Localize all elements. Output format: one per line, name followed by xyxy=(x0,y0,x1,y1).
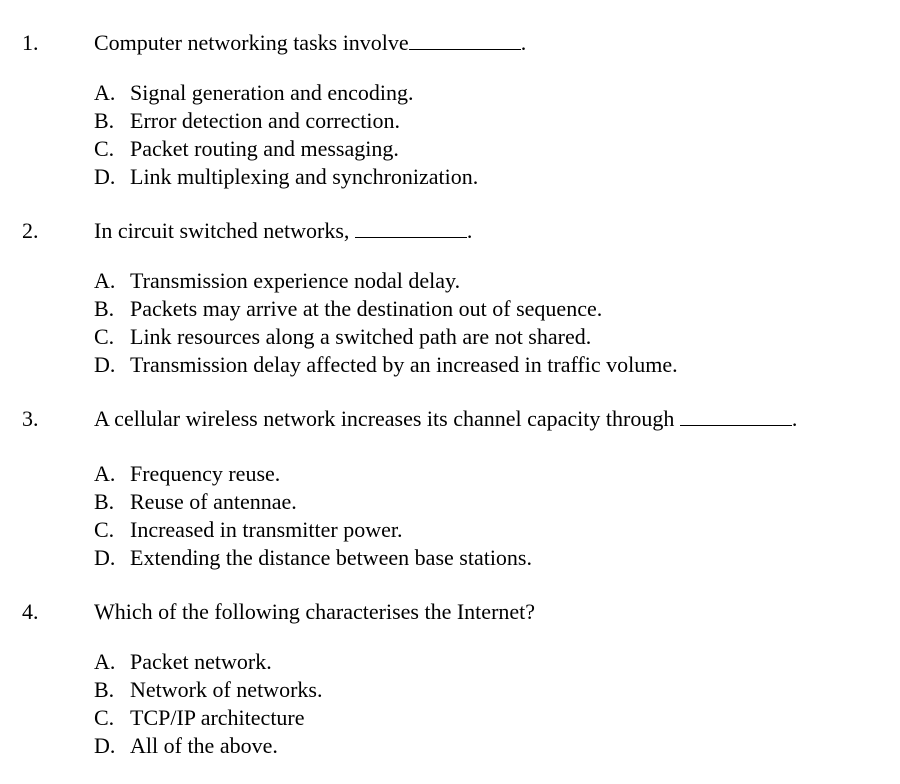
question-stem: Computer networking tasks involve . xyxy=(94,30,527,55)
options-list xyxy=(94,79,478,191)
option-a: A. Frequency reuse. xyxy=(94,461,281,486)
option-d: D. All of the above. xyxy=(94,733,278,758)
option-a: A. Transmission experience nodal delay. xyxy=(94,268,461,293)
question-number: 4. xyxy=(22,599,39,624)
option-c: C. Link resources along a switched path are not shared. xyxy=(94,324,592,349)
option-d: D. Link multiplexing and synchronization. xyxy=(94,164,479,189)
question-number: 2. xyxy=(22,218,39,243)
options-list xyxy=(94,460,532,572)
option-b: B. Error detection and correction. xyxy=(94,108,400,133)
option-a: A. Packet network. xyxy=(94,649,272,674)
question-number: 3. xyxy=(22,406,39,431)
answer-blank xyxy=(680,407,792,426)
option-b: B. Network of networks. xyxy=(94,677,323,702)
question-stem: In circuit switched networks, . xyxy=(94,218,473,243)
answer-blank xyxy=(355,219,467,238)
question-number: 1. xyxy=(22,30,39,55)
option-a: A. Signal generation and encoding. xyxy=(94,80,414,105)
answer-blank xyxy=(409,31,521,50)
question-stem: A cellular wireless network increases its channel capacity through . xyxy=(94,406,798,431)
option-c: C. TCP/IP architecture xyxy=(94,705,305,730)
option-d: D. Extending the distance between base stations. xyxy=(94,545,532,570)
options-list xyxy=(94,648,322,760)
options-list xyxy=(94,267,678,379)
option-b: B. Packets may arrive at the destination out of sequence. xyxy=(94,296,603,321)
question-stem: Which of the following characterises the Internet? xyxy=(94,599,536,624)
option-b: B. Reuse of antennae. xyxy=(94,489,297,514)
option-c: C. Increased in transmitter power. xyxy=(94,517,403,542)
option-c: C. Packet routing and messaging. xyxy=(94,136,399,161)
option-d: D. Transmission delay affected by an increased in traffic volume. xyxy=(94,352,678,377)
